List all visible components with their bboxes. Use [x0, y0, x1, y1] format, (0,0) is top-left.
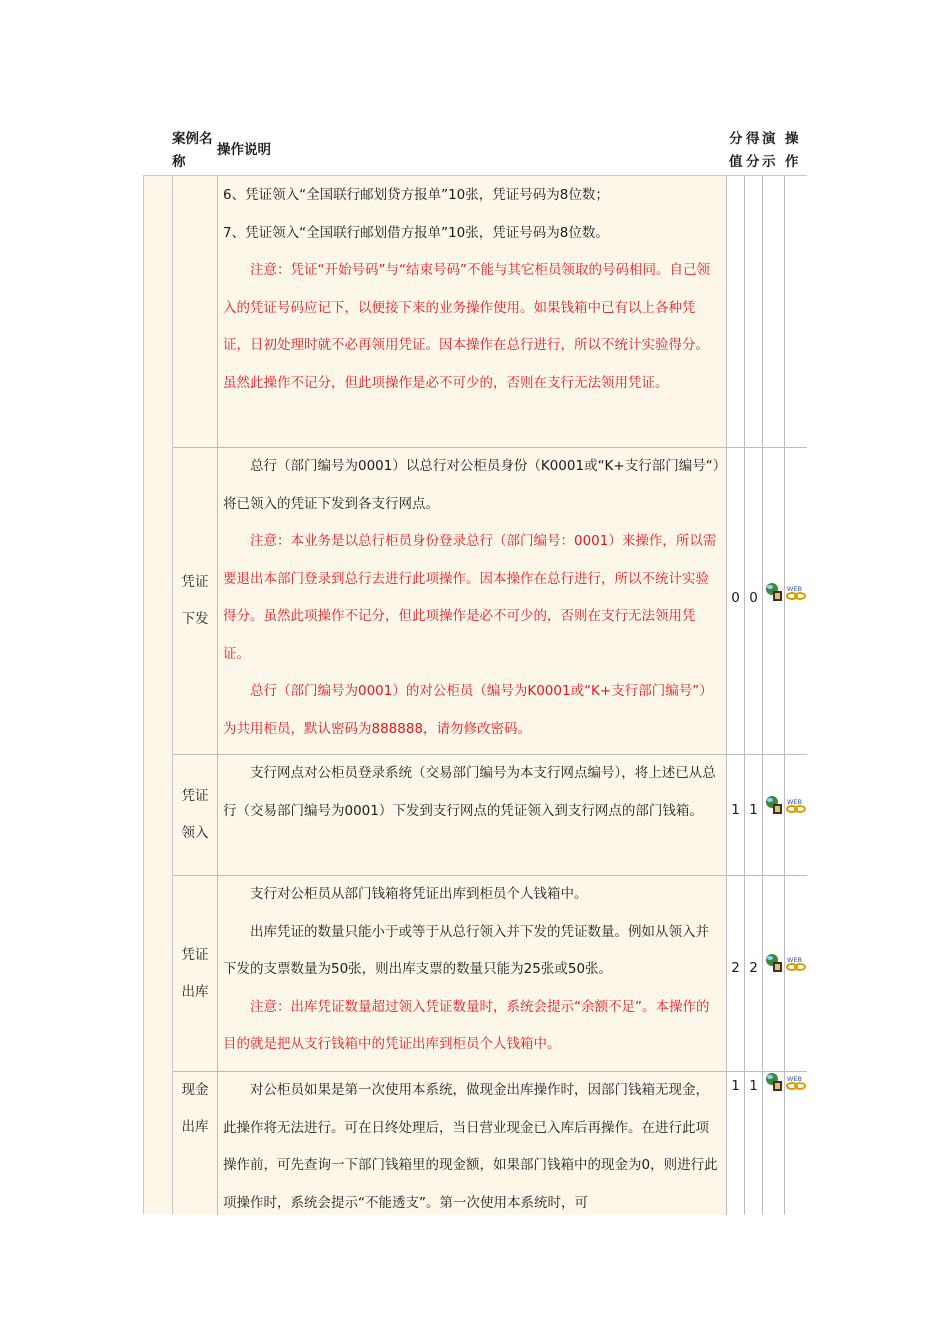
globe-demo-icon[interactable]: [764, 795, 784, 819]
svg-text:WEB: WEB: [787, 1075, 802, 1083]
case-name-cell: [173, 448, 218, 754]
score-got-cell: [745, 876, 763, 1071]
score-value: 1: [731, 1078, 740, 1094]
header-score-got: [746, 128, 761, 174]
score-got-cell: [745, 448, 763, 754]
case-name: 现金出库: [181, 1082, 209, 1135]
svg-text:WEB: WEB: [787, 798, 802, 806]
score-value-cell: [727, 876, 745, 1071]
header-operate: [785, 128, 800, 174]
web-link-icon[interactable]: [786, 955, 807, 977]
operate-cell: [785, 176, 807, 447]
demo-cell: [763, 755, 785, 875]
case-name-cell: [173, 1072, 218, 1215]
description-paragraph: 支行对公柜员从部门钱箱将凭证出库到柜员个人钱箱中。: [250, 886, 588, 902]
operate-cell: [785, 876, 807, 1071]
case-name-cell: [173, 176, 218, 447]
description-cell: [218, 448, 727, 754]
case-name: 凭证下发: [181, 574, 209, 627]
score-value-cell: [727, 176, 745, 447]
table-row: [173, 876, 807, 1072]
description-paragraph: 总行（部门编号为0001）以总行对公柜员身份（K0001或“K+支行部门编号“）将已领入的凭证下发到各支行网点。: [223, 458, 720, 512]
note-paragraph: 注意：凭证“开始号码”与“结束号码”不能与其它柜员领取的号码相同。自己领入的凭证号码应记下，以便接下来的业务操作使用。如果钱箱中已有以上各种凭证，日初处理时就不必再领用凭证。因本操作在总行进行，所以不统计实验得分。虽然此操作不记分，但此项操作是必不可少的，否则在支行无法领用凭证。: [223, 262, 710, 391]
header-description: [217, 139, 271, 162]
case-table: [143, 175, 807, 1214]
svg-text:WEB: WEB: [787, 956, 802, 964]
table-row: [173, 1072, 807, 1215]
header-description-text: 操作说明: [217, 142, 271, 158]
note-paragraph: 总行（部门编号为0001）的对公柜员（编号为K0001或“K+支行部门编号”）为共用柜员，默认密码为888888，请勿修改密码。: [223, 683, 713, 737]
score-value: 1: [731, 802, 740, 818]
description-paragraph: 7、凭证领入“全国联行邮划借方报单”10张，凭证号码为8位数。: [223, 224, 609, 241]
note-paragraph: 注意：本业务是以总行柜员身份登录总行（部门编号：0001）来操作，所以需要退出本部门登录到总行去进行此项操作。因本操作在总行进行，所以不统计实验得分。虽然此项操作不记分，但此项操作是必不可少的，否则在支行无法领用凭证。: [223, 533, 717, 662]
description-paragraph: 6、凭证领入“全国联行邮划贷方报单”10张，凭证号码为8位数；: [223, 187, 609, 203]
description-cell: [218, 876, 727, 1071]
web-link-icon[interactable]: [786, 1074, 807, 1096]
score-value-cell: [727, 448, 745, 754]
demo-cell: [763, 448, 785, 754]
score-got-cell: [745, 176, 763, 447]
score-value: 2: [731, 960, 740, 976]
score-value: 0: [731, 590, 740, 606]
operate-cell: [785, 755, 807, 875]
globe-demo-icon[interactable]: [764, 953, 784, 977]
svg-text:WEB: WEB: [787, 585, 802, 593]
table-row: [173, 176, 807, 448]
case-name: 凭证出库: [181, 946, 209, 1000]
header-operate-text: 操作: [785, 131, 799, 170]
demo-cell: [763, 176, 785, 447]
header-score-got-text: 得分: [746, 131, 760, 170]
note-paragraph: 注意：出库凭证数量超过领入凭证数量时，系统会提示“余额不足”。本操作的目的就是把从支行钱箱中的凭证出库到柜员个人钱箱中。: [223, 998, 710, 1052]
demo-cell: [763, 876, 785, 1071]
score-got-cell: [745, 755, 763, 875]
description-paragraph: 支行网点对公柜员登录系统（交易部门编号为本支行网点编号），将上述已从总行（交易部门编号为0001）下发到支行网点的凭证领入到支行网点的部门钱箱。: [223, 765, 716, 819]
header-demo-text: 演示: [762, 131, 776, 170]
web-link-icon[interactable]: [786, 797, 807, 819]
score-value-cell: [727, 755, 745, 875]
score-value-cell: [727, 1072, 745, 1215]
description-cell: [218, 176, 727, 447]
score-got: 1: [749, 1078, 758, 1094]
description-cell: [218, 1072, 727, 1215]
case-name: 凭证领入: [181, 788, 209, 841]
score-got: 1: [749, 802, 758, 818]
header-case-name-text: 案例名称: [172, 131, 213, 170]
table-row: [173, 755, 807, 876]
table-left-gutter: [144, 176, 173, 1214]
description-paragraph: 出库凭证的数量只能小于或等于从总行领入并下发的凭证数量。例如从领入并下发的支票数量为50张，则出库支票的数量只能为25张或50张。: [223, 923, 709, 977]
description-cell: [218, 755, 727, 875]
web-link-icon[interactable]: [786, 584, 807, 606]
description-paragraph: 对公柜员如果是第一次使用本系统，做现金出库操作时，因部门钱箱无现金，此操作将无法进行。可在日终处理后，当日营业现金已入库后再操作。在进行此项操作前，可先查询一下部门钱箱里的现金额，如果部门钱箱中的现金为0，则进行此项操作时，系统会提示“不能透支”。第一次使用本系统时，可: [223, 1082, 718, 1211]
header-score-value: [729, 128, 744, 174]
operate-cell: [785, 1072, 807, 1215]
globe-demo-icon[interactable]: [764, 1072, 784, 1096]
score-got: 0: [749, 590, 758, 606]
score-got-cell: [745, 1072, 763, 1215]
table-row: [173, 448, 807, 755]
demo-cell: [763, 1072, 785, 1215]
case-name-cell: [173, 876, 218, 1071]
header-case-name: [172, 128, 218, 174]
header-score-value-text: 分值: [729, 131, 743, 170]
operate-cell: [785, 448, 807, 754]
globe-demo-icon[interactable]: [764, 582, 784, 606]
header-demo: [762, 128, 777, 174]
case-name-cell: [173, 755, 218, 875]
score-got: 2: [749, 960, 758, 976]
